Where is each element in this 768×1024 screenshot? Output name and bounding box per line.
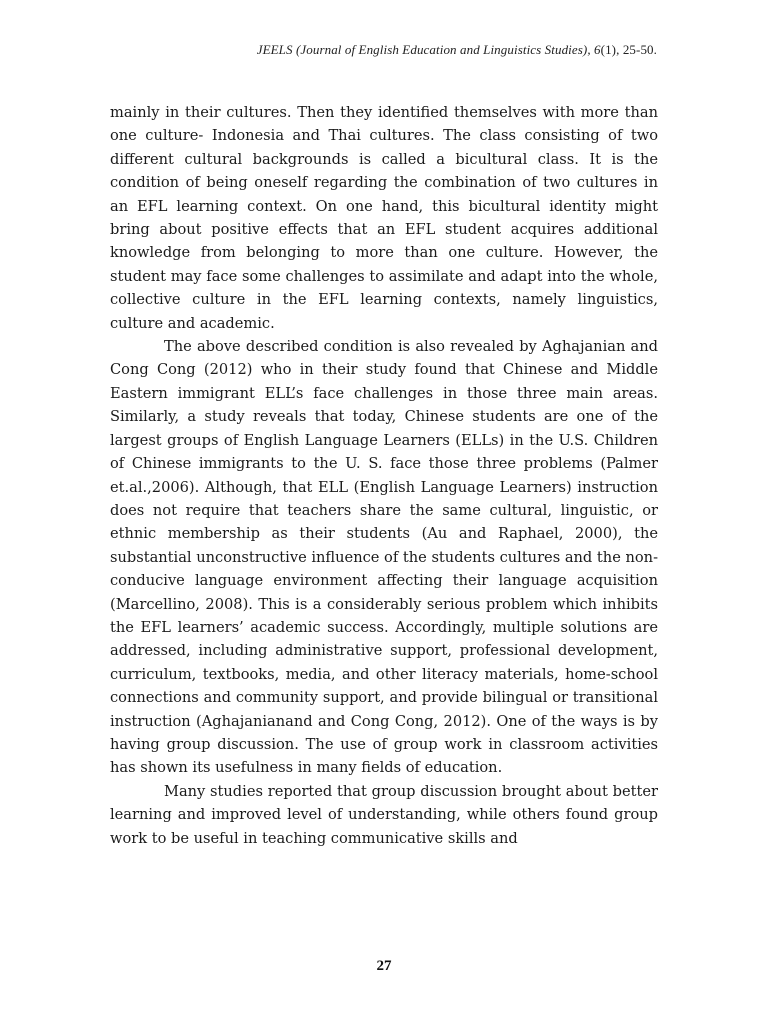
paragraph-2: The above described condition is also revealed by Aghajanian and Cong Cong (2012) who in their study found that Chinese and Middle Eastern immigrant ELL’s face challenges in those three main areas. Similarly, a study reveals that today, Chinese students are one of the largest groups of English Language Learners (ELLs) in the U.S. Children of Chinese immigrants to the U. S. face those three problems (Palmer et.al.,2006). Although, that ELL (English Language Learners) instruction does not require that teachers share the same cultural, linguistic, or ethnic membership as their students (Au and Raphael, 2000), the substantial unconstructive influence of the students cultures and the non-conducive language environment affecting their language acquisition (Marcellino, 2008). This is a considerably serious problem which inhibits the EFL learners’ academic success. Accordingly, multiple solutions are addressed, including administrative support, professional development, curriculum, textbooks, media, and other literacy materials, home-school connections and community support, and provide bilingual or transitional instruction (Aghajanianand and Cong Cong, 2012). One of the ways is by having group discussion. The use of group work in classroom activities has shown its usefulness in many fields of education. [110,338,658,777]
body-text [110,101,658,850]
journal-issue-pages: (1), 25-50. [600,42,657,57]
journal-volume: 6 [594,42,601,57]
running-head [257,42,657,58]
paragraph-1: mainly in their cultures. Then they identified themselves with more than one culture- Indonesia and Thai cultures. The class consisting of two different cultural backgrounds is called a bicultural class. It is the condition of being oneself regarding the combination of two cultures in an EFL learning context. On one hand, this bicultural identity might bring about positive effects that an EFL student acquires additional knowledge from belonging to more than one culture. However, the student may face some challenges to assimilate and adapt into the whole, collective culture in the EFL learning contexts, namely linguistics, culture and academic. [110,104,658,332]
page-number: 27 [376,958,392,974]
journal-title: JEELS (Journal of English Education and Linguistics Studies), [256,42,591,57]
paragraph-3: Many studies reported that group discussion brought about better learning and improved level of understanding, while others found group work to be useful in teaching communicative skills and [110,782,658,847]
